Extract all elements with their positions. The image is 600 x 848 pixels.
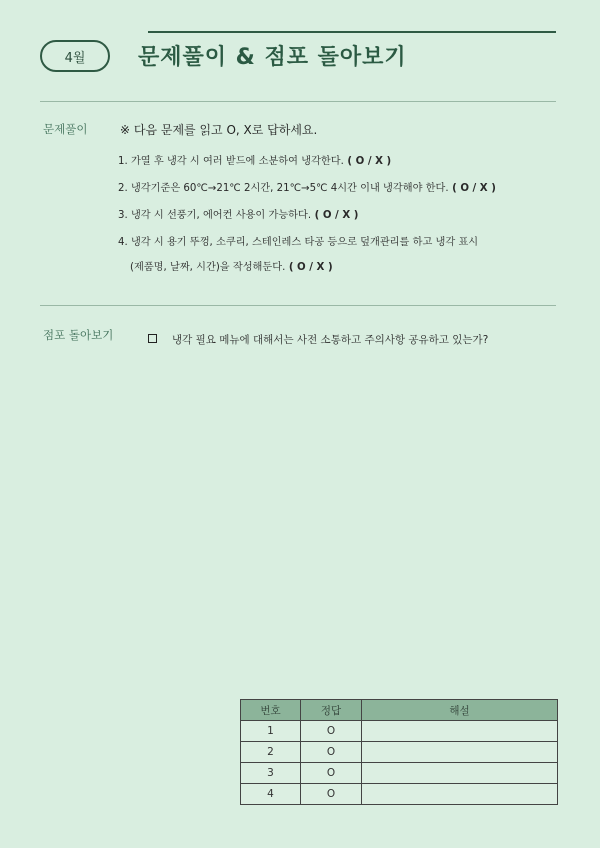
question-answer-choice: ( O / X ) [343,156,392,167]
review-item-text: 냉각 필요 메뉴에 대해서는 사전 소통하고 주의사항 공유하고 있는가? [172,334,489,346]
month-badge [40,40,110,72]
question-list [118,155,496,288]
row-answer: O [301,763,362,784]
answer-table-header-row [241,700,558,721]
problem-section-label: 문제풀이 [43,122,88,136]
row-number: 3 [241,763,301,784]
question-answer-choice: ( O / X ) [285,262,333,273]
review-checkbox[interactable] [148,334,157,343]
table-row [241,784,558,805]
question-text: 3. 냉각 시 선풍기, 에어컨 사용이 가능하다. [118,210,312,221]
row-answer: O [301,784,362,805]
question-item [118,155,496,168]
question-text: 1. 가열 후 냉각 시 여러 받드에 소분하여 냉각한다. [118,156,344,167]
answer-table [240,699,558,805]
section-divider-middle [40,305,556,306]
review-section-label: 점포 돌아보기 [43,328,114,342]
section-divider-top [40,101,556,102]
column-header-answer: 정답 [301,700,362,721]
row-number: 1 [241,721,301,742]
row-explanation [362,742,558,763]
row-answer: O [301,721,362,742]
row-number: 2 [241,742,301,763]
question-continuation-text: (제품명, 날짜, 시간)을 작성해둔다. [130,262,286,273]
table-row [241,721,558,742]
table-row [241,742,558,763]
problem-instruction: ※ 다음 문제를 읽고 O, X로 답하세요. [120,123,318,137]
row-explanation [362,763,558,784]
row-answer: O [301,742,362,763]
question-item [118,182,496,195]
table-row [241,763,558,784]
row-explanation [362,721,558,742]
question-continuation [118,261,496,274]
question-answer-choice: ( O / X ) [311,210,359,221]
question-text: 2. 냉각기준은 60℃→21℃ 2시간, 21℃→5℃ 4시간 이내 냉각해야 한다. [118,183,449,194]
column-header-number: 번호 [241,700,301,721]
row-explanation [362,784,558,805]
row-number: 4 [241,784,301,805]
question-answer-choice: ( O / X ) [448,183,496,194]
month-badge-label: 4월 [64,50,86,66]
page-title: 문제풀이 & 점포 돌아보기 [138,45,407,70]
header-top-rule [148,31,556,33]
question-item [118,236,496,274]
column-header-explanation: 해설 [362,700,558,721]
question-text: 4. 냉각 시 용기 뚜껑, 소쿠리, 스테인레스 타공 등으로 덮개관리를 하고 냉각 표시 [118,237,479,248]
question-item [118,209,496,222]
